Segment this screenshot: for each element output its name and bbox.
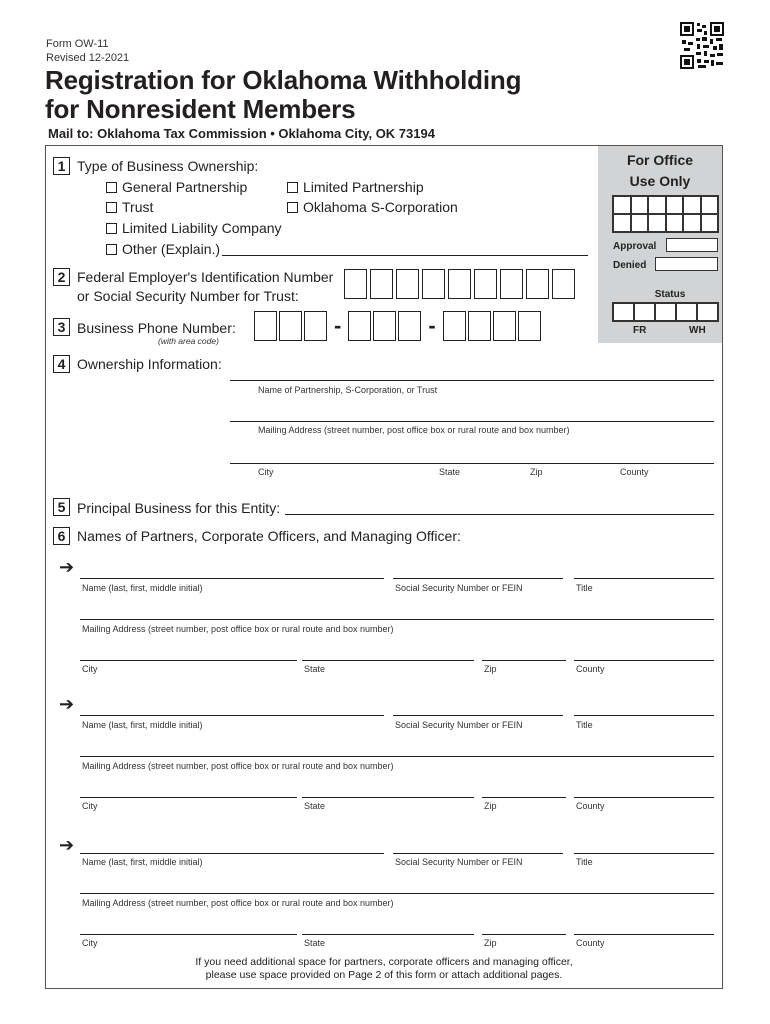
partner-ssn-line[interactable]: [393, 715, 563, 716]
other-explain-line[interactable]: [222, 255, 588, 256]
ownership-zip-caption: Zip: [530, 467, 543, 477]
section-1-number: 1: [53, 157, 70, 175]
phone-digit[interactable]: [304, 311, 327, 341]
option-label: Oklahoma S-Corporation: [303, 199, 458, 215]
status-fr-label: FR: [633, 325, 647, 336]
checkbox[interactable]: [287, 182, 298, 193]
partner-state-line[interactable]: [302, 934, 474, 935]
partner-county-caption: County: [576, 938, 605, 948]
partner-zip-line[interactable]: [482, 934, 566, 935]
partner-city-line[interactable]: [80, 797, 297, 798]
office-use-title-line1: For Office: [626, 152, 694, 168]
partner-name-line[interactable]: [80, 578, 384, 579]
option-trust[interactable]: [106, 199, 153, 216]
office-code-grid: [612, 195, 719, 233]
option-label: Other (Explain.): [122, 241, 221, 257]
partner-state-line[interactable]: [302, 660, 474, 661]
partner-ssn-caption: Social Security Number or FEIN: [395, 857, 523, 867]
partner-state-caption: State: [304, 664, 326, 674]
partner-zip-caption: Zip: [484, 801, 497, 811]
partner-county-line[interactable]: [574, 797, 714, 798]
partner-address-caption: Mailing Address (street number, post office box or rural route and box number): [82, 898, 394, 908]
qr-code-icon: [680, 22, 724, 69]
ownership-county-caption: County: [620, 467, 649, 477]
note-line1: If you need additional space for partners, corporate officers and managing officer,: [195, 956, 573, 968]
revised-date: Revised 12-2021: [46, 52, 130, 64]
partner-zip-line[interactable]: [482, 797, 566, 798]
denied-field[interactable]: [655, 257, 718, 271]
checkbox[interactable]: [106, 202, 117, 213]
phone-separator: -: [334, 313, 342, 338]
fein-digit[interactable]: [422, 269, 445, 299]
phone-digit[interactable]: [468, 311, 491, 341]
fein-digit[interactable]: [396, 269, 419, 299]
partner-title-caption: Title: [576, 720, 593, 730]
option-label: Limited Partnership: [303, 179, 424, 195]
partner-address-line[interactable]: [80, 893, 714, 894]
ownership-city-line[interactable]: [230, 463, 714, 464]
checkbox[interactable]: [106, 244, 117, 255]
additional-space-note: [45, 956, 723, 982]
partner-address-caption: Mailing Address (street number, post office box or rural route and box number): [82, 624, 394, 634]
arrow-right-icon: ➔: [59, 835, 75, 855]
ownership-address-caption: Mailing Address (street number, post office box or rural route and box number): [258, 425, 570, 435]
partner-title-line[interactable]: [574, 853, 714, 854]
phone-digit[interactable]: [348, 311, 371, 341]
phone-separator: -: [428, 313, 436, 338]
partner-ssn-caption: Social Security Number or FEIN: [395, 720, 523, 730]
status-wh-label: WH: [689, 325, 706, 336]
form-number: Form OW-11: [46, 38, 109, 50]
office-use-title: [598, 150, 722, 192]
partner-title-caption: Title: [576, 583, 593, 593]
partner-city-line[interactable]: [80, 934, 297, 935]
partner-name-caption: Name (last, first, middle initial): [82, 583, 203, 593]
section-2-number: 2: [53, 268, 70, 286]
partner-city-caption: City: [82, 664, 98, 674]
section-3-number: 3: [53, 318, 70, 336]
partner-name-line[interactable]: [80, 853, 384, 854]
ownership-name-caption: Name of Partnership, S-Corporation, or Trust: [258, 385, 438, 395]
partner-county-caption: County: [576, 801, 605, 811]
option-label: Trust: [122, 199, 154, 215]
phone-digit[interactable]: [398, 311, 421, 341]
fein-digit[interactable]: [500, 269, 523, 299]
section-3-label: Business Phone Number:: [77, 320, 236, 336]
option-general-partnership[interactable]: [106, 179, 247, 196]
checkbox[interactable]: [287, 202, 298, 213]
phone-digit[interactable]: [518, 311, 541, 341]
arrow-right-icon: ➔: [59, 694, 75, 714]
partner-ssn-line[interactable]: [393, 853, 563, 854]
partner-name-caption: Name (last, first, middle initial): [82, 720, 203, 730]
section-1-label: Type of Business Ownership:: [77, 158, 259, 174]
phone-digit-boxes[interactable]: [254, 311, 541, 341]
section-6-label: Names of Partners, Corporate Officers, and Managing Officer:: [77, 528, 461, 544]
ownership-state-caption: State: [439, 467, 461, 477]
section-5-number: 5: [53, 498, 70, 516]
partner-city-line[interactable]: [80, 660, 297, 661]
fein-digit[interactable]: [344, 269, 367, 299]
status-label: Status: [654, 289, 686, 300]
phone-digit[interactable]: [443, 311, 466, 341]
partner-zip-line[interactable]: [482, 660, 566, 661]
fein-digit[interactable]: [474, 269, 497, 299]
ownership-city-caption: City: [258, 467, 274, 477]
option-llc[interactable]: [106, 220, 282, 237]
checkbox[interactable]: [106, 182, 117, 193]
section-6-number: 6: [53, 527, 70, 545]
denied-label: Denied: [613, 260, 647, 271]
section-2-label-line1: Federal Employer's Identification Number: [77, 269, 334, 285]
partner-city-caption: City: [82, 938, 98, 948]
partner-address-line[interactable]: [80, 756, 714, 757]
section-4-label: Ownership Information:: [77, 356, 222, 372]
office-use-title-line2: Use Only: [629, 173, 691, 189]
partner-state-caption: State: [304, 801, 326, 811]
fein-digit-boxes[interactable]: [344, 269, 575, 299]
partner-county-caption: County: [576, 664, 605, 674]
partner-title-line[interactable]: [574, 578, 714, 579]
ownership-address-line[interactable]: [230, 421, 714, 422]
section-4-number: 4: [53, 355, 70, 373]
approval-field[interactable]: [666, 238, 718, 252]
partner-title-caption: Title: [576, 857, 593, 867]
page-title-line1: Registration for Oklahoma Withholding: [45, 65, 522, 95]
option-other[interactable]: [106, 241, 220, 258]
principal-business-line[interactable]: [285, 514, 714, 515]
partner-city-caption: City: [82, 801, 98, 811]
section-3-sublabel: (with area code): [158, 336, 219, 346]
status-grid: [612, 302, 719, 322]
option-label: General Partnership: [122, 179, 248, 195]
partner-title-line[interactable]: [574, 715, 714, 716]
arrow-right-icon: ➔: [59, 557, 75, 577]
fein-digit[interactable]: [526, 269, 549, 299]
ownership-name-line[interactable]: [230, 380, 714, 381]
option-label: Limited Liability Company: [122, 220, 282, 236]
fein-digit[interactable]: [370, 269, 393, 299]
section-2-label-line2: or Social Security Number for Trust:: [77, 288, 299, 304]
partner-ssn-caption: Social Security Number or FEIN: [395, 583, 523, 593]
checkbox[interactable]: [106, 223, 117, 234]
option-s-corporation[interactable]: [287, 199, 458, 216]
partner-zip-caption: Zip: [484, 664, 497, 674]
fein-digit[interactable]: [448, 269, 471, 299]
partner-ssn-line[interactable]: [393, 578, 563, 579]
phone-digit[interactable]: [279, 311, 302, 341]
phone-digit[interactable]: [254, 311, 277, 341]
section-5-label: Principal Business for this Entity:: [77, 500, 281, 516]
partner-state-line[interactable]: [302, 797, 474, 798]
partner-name-line[interactable]: [80, 715, 384, 716]
partner-county-line[interactable]: [574, 660, 714, 661]
fein-digit[interactable]: [552, 269, 575, 299]
partner-county-line[interactable]: [574, 934, 714, 935]
phone-digit[interactable]: [373, 311, 396, 341]
approval-label: Approval: [613, 241, 657, 252]
mail-to-address: Mail to: Oklahoma Tax Commission • Oklahoma City, OK 73194: [48, 126, 435, 141]
note-line2: please use space provided on Page 2 of this form or attach additional pages.: [205, 969, 563, 981]
partner-zip-caption: Zip: [484, 938, 497, 948]
option-limited-partnership[interactable]: [287, 179, 424, 196]
page-title-line2: for Nonresident Members: [45, 94, 356, 124]
partner-address-caption: Mailing Address (street number, post office box or rural route and box number): [82, 761, 394, 771]
partner-address-line[interactable]: [80, 619, 714, 620]
partner-state-caption: State: [304, 938, 326, 948]
phone-digit[interactable]: [493, 311, 516, 341]
partner-name-caption: Name (last, first, middle initial): [82, 857, 203, 867]
